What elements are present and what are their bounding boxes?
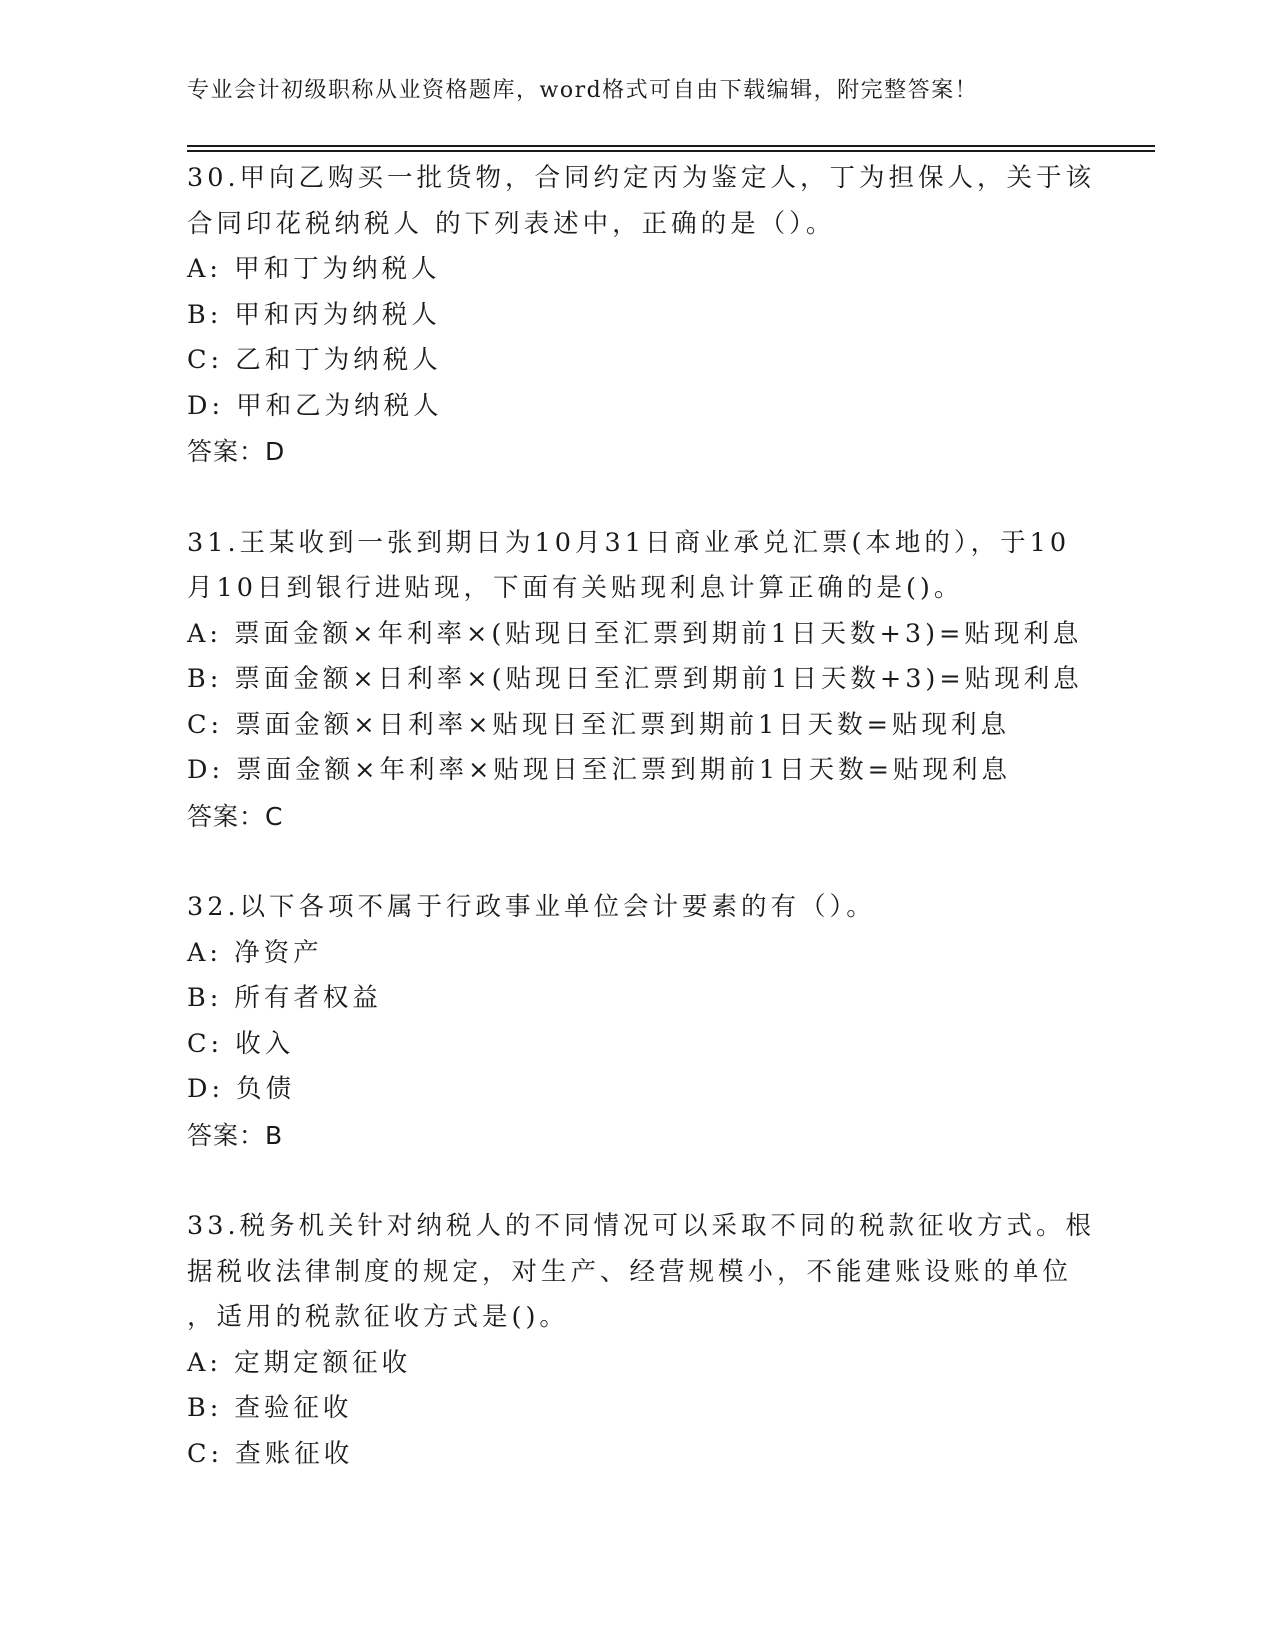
question-stem-line: 32.以下各项不属于行政事业单位会计要素的有（）。 <box>187 892 876 922</box>
option-a: A: 票面金额×年利率×(贴现日至汇票到期前1日天数+3)=贴现利息 <box>187 618 1083 649</box>
option-a: A: 甲和丁为纳税人 <box>187 254 441 284</box>
header-rule-bottom <box>187 150 1155 152</box>
question-stem-line: 31.王某收到一张到期日为10月31日商业承兑汇票(本地的），于10 <box>187 527 1071 558</box>
option-c: C: 查账征收 <box>187 1438 354 1469</box>
option-a: A: 定期定额征收 <box>187 1347 412 1378</box>
header-rule-top <box>187 145 1155 147</box>
question-32 <box>187 885 1087 1158</box>
option-d: D: 甲和乙为纳税人 <box>187 390 443 421</box>
question-31 <box>187 521 1087 840</box>
question-stem-line: 30.甲向乙购买一批货物，合同约定丙为鉴定人，丁为担保人，关于该 <box>187 163 1096 193</box>
question-33 <box>187 1204 1096 1477</box>
option-a: A: 净资产 <box>187 937 323 968</box>
question-list <box>187 156 1096 1523</box>
option-b: B: 查验征收 <box>187 1393 353 1423</box>
question-30 <box>187 156 1096 475</box>
question-stem-line: 据税收法律制度的规定，对生产、经营规模小，不能建账设账的单位 <box>187 1256 1073 1287</box>
option-d: D: 负债 <box>187 1074 296 1104</box>
option-d: D: 票面金额×年利率×贴现日至汇票到期前1日天数=贴现利息 <box>187 755 1011 785</box>
answer-line: 答案：B <box>187 1120 284 1150</box>
option-c: C: 乙和丁为纳税人 <box>187 345 442 375</box>
question-stem-line: 月10日到银行进贴现，下面有关贴现利息计算正确的是()。 <box>187 573 964 603</box>
option-b: B: 甲和丙为纳税人 <box>187 299 441 330</box>
page-header: 专业会计初级职称从业资格题库，word格式可自由下载编辑，附完整答案！ <box>187 78 979 103</box>
answer-line: 答案：D <box>187 437 286 466</box>
question-stem-line: 33.税务机关针对纳税人的不同情况可以采取不同的税款征收方式。根 <box>187 1211 1096 1241</box>
option-c: C: 票面金额×日利率×贴现日至汇票到期前1日天数=贴现利息 <box>187 709 1011 740</box>
question-stem-line: 合同印花税纳税人 的下列表述中，正确的是（）。 <box>187 208 836 239</box>
option-b: B: 所有者权益 <box>187 983 382 1013</box>
option-b: B: 票面金额×日利率×(贴现日至汇票到期前1日天数+3)=贴现利息 <box>187 664 1083 694</box>
question-stem-line: ，适用的税款征收方式是()。 <box>187 1302 569 1332</box>
answer-line: 答案：C <box>187 801 284 831</box>
option-c: C: 收入 <box>187 1028 295 1059</box>
